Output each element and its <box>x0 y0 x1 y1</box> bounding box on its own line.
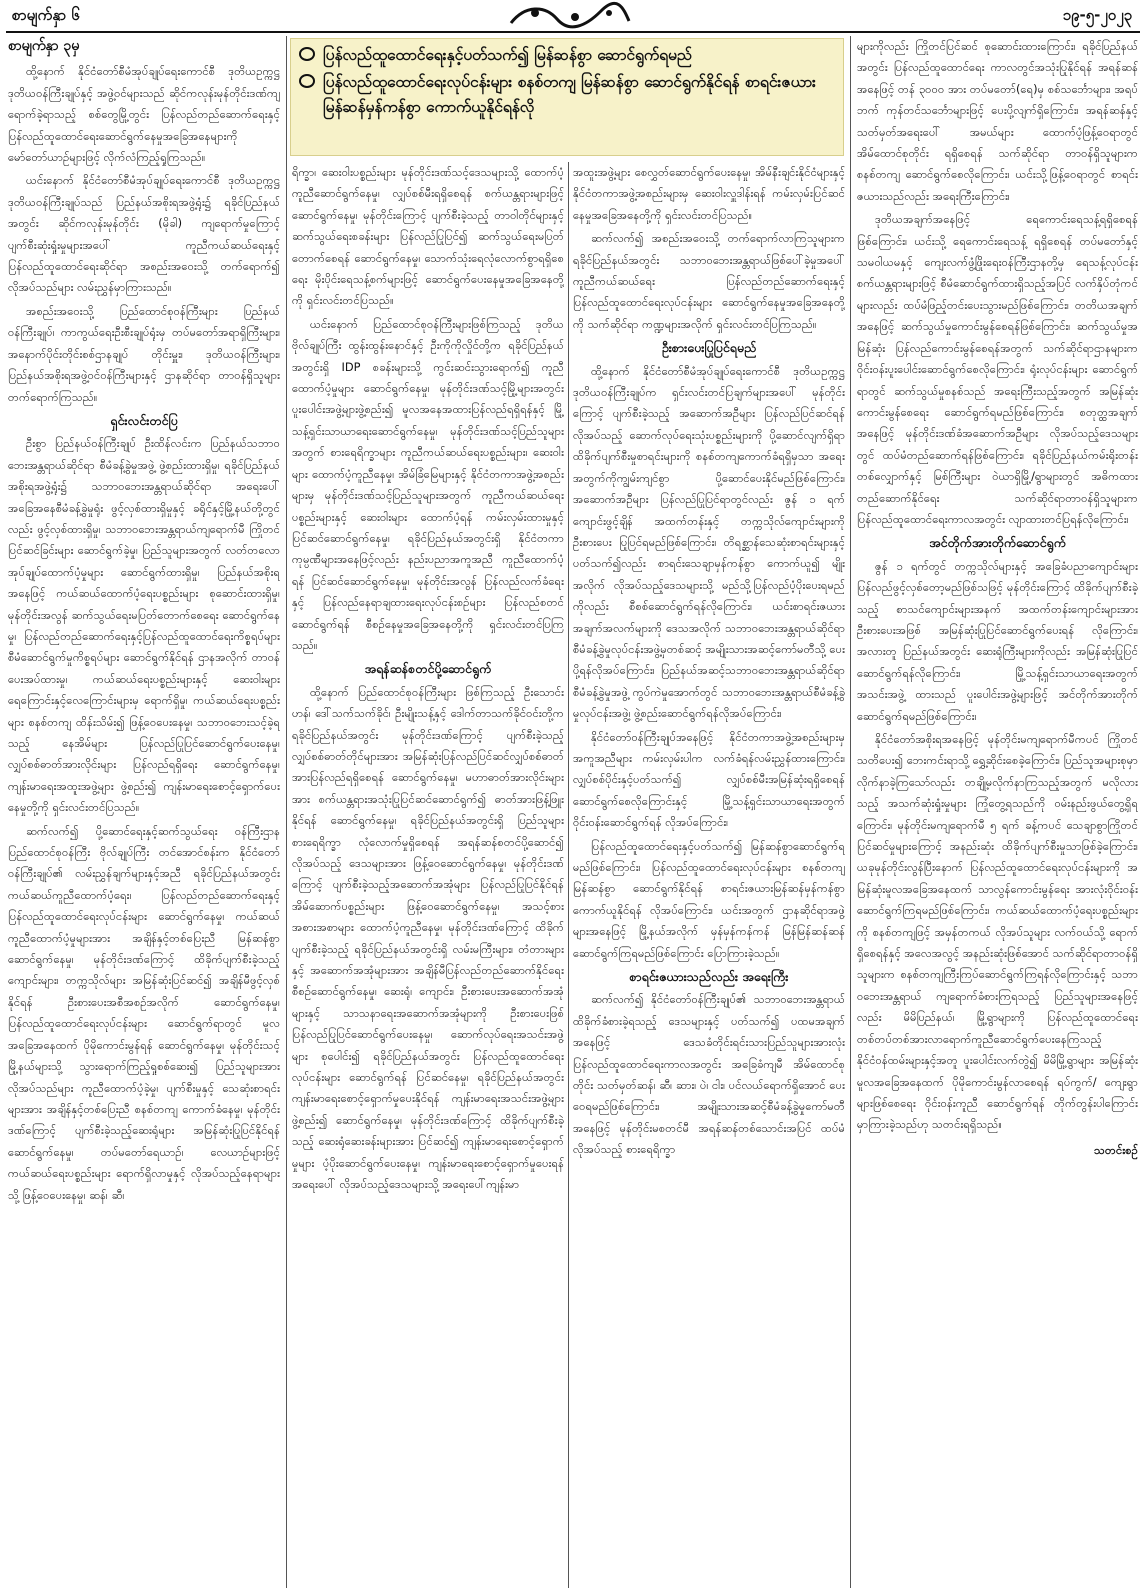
logo-graphic <box>505 1 635 29</box>
continued-from: စာမျက်နှာ ၃မှ <box>8 38 80 54</box>
column-2 <box>292 162 564 1586</box>
paragraph: ထို့နောက် နိုင်ငံတော်စီမံအုပ်ချုပ်ရေးကောင်စီ ဒုတိယဥက္ကဋ္ဌ ဒုတိယဝန်ကြီးချုပ်က ရှင်းလင်းတင်ပြချက်များအပေါ် မုန်တိုင်းကြောင့် ပျက်စီးခဲ့သည့် အဆောက်အဦများ ပြန်လည်ပြင်ဆင်ရန် လိုအပ်သည့် ဆောက်လုပ်ရေးသုံးပစ္စည်းများကို ပို့ဆောင်လျက်ရှိရာ ထိခိုက်ပျက်စီးမှုစာရင်းများကို စနစ်တကျကောက်ခံရရှိမှသာ အရေးအတွက်ကိုကျွမ်းကျင်စွာ ပို့ဆောင်ပေးနိုင်မည်ဖြစ်ကြောင်း၊ အဆောက်အဦများ ပြန်လည်ပြုပြင်ရာတွင်လည်း ဇွန် ၁ ရက် ကျောင်းဖွင့်ချိန် အထက်တန်းနှင့် တက္ကသိုလ်ကျောင်းများကို ဦးစားပေး ပြုပြင်ရမည်ဖြစ်ကြောင်း၊ တိရစ္ဆာန်သေဆုံးစာရင်းများနှင့်ပတ်သက်၍လည်း စာရင်းသေချာမှန်ကန်စွာ ကောက်ယူ၍ မျိုးအလိုက် လိုအပ်သည့်ဒေသများသို့ မည်သို့ပြန်လည်ပံ့ပိုးပေးရမည်ကိုလည်း စီစစ်ဆောင်ရွက်ရန်လိုကြောင်း၊ ယင်းစာရင်းဇယားအချက်အလက်များကို ဒေသအလိုက် သဘာဝဘေးအန္တရာယ်ဆိုင်ရာစီမံခန့်ခွဲမှုလုပ်ငန်းအဖွဲ့မှတစ်ဆင့် အမျိုးသားအဆင့်ကော်မတီသို့ ပေးပို့ရန်လိုအပ်ကြောင်း၊ ပြည်နယ်အဆင့်သဘာဝဘေးအန္တရာယ်ဆိုင်ရာ စီမံခန့်ခွဲမှုအဖွဲ့ ကွပ်ကဲမှုအောက်တွင် သဘာဝဘေးအန္တရာယ်စီမံခန့်ခွဲမှုလုပ်ငန်းအဖွဲ့၊ ဖွဲ့စည်းဆောင်ရွက်ရန်လိုအပ်ကြောင်း၊ <box>573 363 845 721</box>
paragraph: ဆက်လက်၍ အစည်းအဝေးသို့ တက်ရောက်လာကြသူများက ရခိုင်ပြည်နယ်အတွင်း သဘာဝဘေးအန္တရာယ်ဖြစ်ပေါ်ခဲ့မှုအပေါ် ကူညီကယ်ဆယ်ရေး ပြန်လည်တည်ဆောက်ရေးနှင့် ပြန်လည်ထူထောင်ရေးလုပ်ငန်းများ ဆောင်ရွက်နေမှုအခြေအနေတို့ကို သက်ဆိုင်ရာ ကဏ္ဍများအလိုက် ရှင်းလင်းတင်ပြကြသည်။ <box>573 231 845 331</box>
newspaper-logo <box>505 1 635 29</box>
column-divider <box>286 36 287 1588</box>
paragraph: နိုင်ငံတော်ဝန်ကြီးချုပ်အနေဖြင့် နိုင်ငံတကာအဖွဲ့အစည်းများမှ အကူအညီများ ကမ်းလှမ်းပါက လက်ခံရန်လမ်းညွှန်ထားကြောင်း၊ လျှပ်စစ်ပိုင်းနှင့်ပတ်သက်၍ လျှပ်စစ်မီးအမြန်ဆုံးရရှိစေရန် ဆောင်ရွက်စေလိုကြောင်းနှင့် မြို့သန့်ရှင်းသာယာရေးအတွက် ဝိုင်းဝန်းဆောင်ရွက်ရန် လိုအပ်ကြောင်း၊ <box>573 729 845 830</box>
subheading: အင်တိုက်အားတိုက်ဆောင်ရွက် <box>929 535 1066 551</box>
page-number: စာမျက်နှာ ၆ <box>12 6 80 24</box>
column-divider <box>850 36 851 1588</box>
paragraph: ပြန်လည်ထူထောင်ရေးနှင့်ပတ်သက်၍ မြန်ဆန်စွာဆောင်ရွက်ရမည်ဖြစ်ကြောင်း၊ ပြန်လည်ထူထောင်ရေးလုပ်ငန်းများ စနစ်တကျ မြန်ဆန်စွာ ဆောင်ရွက်နိုင်ရန် စာရင်းဇယားမြန်ဆန်မှန်ကန်စွာ ကောက်ယူနိုင်ရန် လိုအပ်ကြောင်း၊ ယင်းအတွက် ဌာနဆိုင်ရာအဖွဲ့များအနေဖြင့် မြို့နယ်အလိုက် မှန်မှန်ကန်ကန် မြန်မြန်ဆန်ဆန် ဆောင်ရွက်ကြရမည်ဖြစ်ကြောင်း ပြောကြားခဲ့သည်။ <box>573 838 845 960</box>
paragraph: ဦးစွာ ပြည်နယ်ဝန်ကြီးချုပ် ဦးထိန်လင်းက ပြည်နယ်သဘာဝဘေးအန္တရာယ်ဆိုင်ရာ စီမံခန့်ခွဲမှုအဖွဲ့ ဖွဲ့စည်းထားရှိမှု၊ ရခိုင်ပြည်နယ် အစိုးရအဖွဲ့ရုံး၌ သဘာဝဘေးအန္တရာယ်ဆိုင်ရာ အရေးပေါ်အခြေအနေစီမံခန့်ခွဲမှုရုံး ဖွင့်လှစ်ထားရှိမှုနှင့် ခရိုင်နှင့်မြို့နယ်တို့တွင်လည်း ဖွင့်လှစ်ထားရှိမှု၊ သဘာဝဘေးအန္တရာယ်ကျရောက်မီ ကြိုတင်ပြင်ဆင်ခြင်းများ ဆောင်ရွက်ခဲ့မှု၊ ပြည်သူများအတွက် လတ်တလောအုပ်ချုပ်ထောက်ပံ့မှုများ ဆောင်ရွက်ထားရှိမှု၊ ပြည်နယ်အစိုးရအနေဖြင့် ကယ်ဆယ်ထောက်ပံ့ရေးပစ္စည်းများ စုဆောင်းထားရှိမှု၊ မုန်တိုင်းအလွန် ဆက်သွယ်ရေးမပြတ်တောက်စေရေး ဆောင်ရွက်နေမှု၊ ပြန်လည်တည်ဆောက်ရေးနှင့်ပြန်လည်ထူထောင်ရေးကိစ္စရပ်များ စီမံဆောင်ရွက်မှုကိစ္စရပ်များ ဆောင်ရွက်နိုင်ရန် ဌာနအလိုက် တာဝန်ပေးအပ်ထားမှု၊ ကယ်ဆယ်ရေးပစ္စည်းများနှင့် ဆေးဝါးများ ရေကြောင်းနှင့်လေကြောင်းများမှ ရောက်ရှိမှု၊ ကယ်ဆယ်ရေးပစ္စည်းများ စနစ်တကျ ထိန်းသိမ်း၍ ဖြန့်ဝေပေးနေမှု၊ သဘာဝဘေးသင့်ခဲ့ရသည့် နေအိမ်များ ပြန်လည်ပြုပြင်ဆောင်ရွက်ပေးနေမှု၊ လျှပ်စစ်ဓာတ်အားလိုင်းများ ပြန်လည်ရရှိရေး ဆောင်ရွက်နေမှု၊ ကျန်းမာရေးအထူးအဖွဲ့များ ဖွဲ့စည်း၍ ကျန်းမာရေးစောင့်ရှောက်ပေးနေမှုတို့ကို ရှင်းလင်းတင်ပြသည်။ <box>8 436 280 815</box>
paragraph: အစည်းအဝေးသို့ ပြည်ထောင်စုဝန်ကြီးများ ပြည်နယ်ဝန်ကြီးချုပ်၊ ကာကွယ်ရေးဦးစီးချုပ်ရုံးမှ တပ်မတော်အရာရှိကြီးများ၊ အနောက်ပိုင်းတိုင်းစစ်ဌာနချုပ် တိုင်းမှူး၊ ဒုတိယဝန်ကြီးများ၊ ပြည်နယ်အစိုးရအဖွဲ့ဝင်ဝန်ကြီးများနှင့် ဌာနဆိုင်ရာ တာဝန်ရှိသူများ တက်ရောက်ကြသည်။ <box>8 303 280 404</box>
subheading: စာရင်းဇယားသည်လည်း အရေးကြီး <box>629 969 789 985</box>
paragraph: ဆက်လက်၍ နိုင်ငံတော်ဝန်ကြီးချုပ်၏ သဘာဝဘေးအန္တရာယ်ထိခိုက်ခံစားခဲ့ရသည့် ဒေသများနှင့် ပတ်သက်၍ ပထမအချက်အနေဖြင့် ဒေသခံတိုင်းရင်းသားပြည်သူများအားလုံး ပြန်လည်ထူထောင်ရေးကာလအတွင်း အခြေခံကျမီ အိမ်ထောင်စုတိုင်း သတ်မှတ်ဆန်၊ ဆီ၊ ဆား၊ ပဲ၊ ငါး၊ ပင်လယ်ရောက်ရှိအောင် ပေးဝေရမည်ဖြစ်ကြောင်း၊ အမျိုးသားအဆင့်စီမံခန့်ခွဲမှုကော်မတီအနေဖြင့် မုန်တိုင်းမစတင်မီ အရန်ဆန်တစ်သောင်းအပြင် ထပ်မံလိုအပ်သည့် စားရေရိက္ခာ <box>573 992 845 1157</box>
paragraph: ယင်းနောက် ပြည်ထောင်စုဝန်ကြီးများဖြစ်ကြသည့် ဒုတိယဗိုလ်ချုပ်ကြီး ထွန်းထွန်းနောင်နှင့် ဦးကိုကိုလှိုင်တို့က ရခိုင်ပြည်နယ်အတွင်းရှိ IDP စခန်းများသို့ ကွင်းဆင်းသွားရောက်၍ ကူညီထောက်ပံ့မှုများ ဆောင်ရွက်နေမှု၊ မုန်တိုင်းဒဏ်သင့်မြို့များအတွင်း ပူးပေါင်းအဖွဲ့များဖွဲ့စည်း၍ မူလအနေအထားပြန်လည်ရရှိရန်နှင့် မြို့သန့်ရှင်းသာယာရေးဆောင်ရွက်နေမှု၊ မုန်တိုင်းဒဏ်သင့်ပြည်သူများအတွက် စားရေရိက္ခာများ ကူညီကယ်ဆယ်ရေးပစ္စည်းများ၊ ဆေးဝါးများ ထောက်ပံ့ကူညီနေမှု၊ အိမ်ခြံမြေများနှင့် နိုင်ငံတကာအဖွဲ့အစည်းများမှ မုန်တိုင်းဒဏ်သင့်ပြည်သူများအတွက် ကူညီကယ်ဆယ်ရေးပစ္စည်းများနှင့် ဆေးဝါးများ ထောက်ပံ့ရန် ကမ်းလှမ်းထားမှုနှင့် ပြင်ဆင်ဆောင်ရွက်နေမှု၊ ရခိုင်ပြည်နယ်အတွင်းရှိ နိုင်ငံတကာကုမ္ပဏီများအနေဖြင့်လည်း နည်းပညာအကူအညီ ကူညီထောက်ပံ့ရန် ပြင်ဆင်ဆောင်ရွက်နေမှု၊ မုန်တိုင်းအလွန် ပြန်လည်လက်ခံရေးနှင့် ပြန်လည်နေရာချထားရေးလုပ်ငန်းစဉ်များ ပြန်လည်စတင်ဆောင်ရွက်ရန် စီစဉ်နေမှုအခြေအနေတို့ကို ရှင်းလင်းတင်ပြကြသည်။ <box>292 316 564 652</box>
page-header <box>0 0 1146 30</box>
headline-2 <box>299 70 835 120</box>
column-1 <box>8 36 280 1586</box>
byline: သတင်းစဉ် <box>1093 1142 1138 1157</box>
column-3 <box>573 162 845 1586</box>
issue-date: ၁၉-၅-၂၀၂၃ <box>1062 6 1132 24</box>
bullet-circle-icon <box>299 47 315 61</box>
paragraph: ထို့နောက် ပြည်ထောင်စုဝန်ကြီးများ ဖြစ်ကြသည့် ဦးသောင်းဟန်၊ ဒေါ်သက်သက်ခိုင်၊ ဦးမျိုးသန့်နှင့် ဒေါက်တာသက်ခိုင်ဝင်းတို့က ရခိုင်ပြည်နယ်အတွင်း မုန်တိုင်းဒဏ်ကြောင့် ပျက်စီးခဲ့သည့် လျှပ်စစ်ဓာတ်တိုင်များအား အမြန်ဆုံးပြန်လည်ပြင်ဆင်လျှပ်စစ်ဓာတ်အားပြန်လည်ရရှိစေရန် ဆောင်ရွက်နေမှု၊ မဟာဓာတ်အားလိုင်းများအား စက်ယန္တရားအသုံးပြုပြင်ဆင်ဆောင်ရွက်၍ ဓာတ်အားဖြန့်ဖြူးနိုင်ရန် ဆောင်ရွက်နေမှု၊ ရခိုင်ပြည်နယ်အတွင်းရှိ ပြည်သူများ စားရေရိက္ခာ လုံလောက်မှုရှိစေရန် အရန်ဆန်စတင်ပို့ဆောင်၍ လိုအပ်သည့် ဒေသများအား ဖြန့်ဝေဆောင်ရွက်နေမှု၊ မုန်တိုင်းဒဏ်ကြောင့် ပျက်စီးခဲ့သည့်အဆောက်အအုံများ ပြန်လည်ပြုပြင်နိုင်ရန် အိမ်ဆောက်ပစ္စည်းများ ဖြန့်ဝေဆောင်ရွက်နေမှု၊ အသင့်စားအစားအစာများ ထောက်ပံ့ကူညီနေမှု၊ မုန်တိုင်းဒဏ်ကြောင့် ထိခိုက်ပျက်စီးခဲ့သည့် ရခိုင်ပြည်နယ်အတွင်းရှိ လမ်းမကြီးများ၊ တံတားများနှင့် အဆောက်အအုံများအား အချိန်မီပြန်လည်တည်ဆောက်နိုင်ရေး စီစဉ်ဆောင်ရွက်နေမှု၊ ဆေးရုံ၊ ကျောင်း၊ ဦးစားပေးအဆောက်အအုံများနှင့် သာသနာရေးအဆောက်အအုံများကို ဦးစားပေးဖြစ် ပြန်လည်ပြုပြင်ဆောင်ရွက်ပေးနေမှု၊ ဆောက်လုပ်ရေးအသင်းအဖွဲ့များ စုပေါင်း၍ ရခိုင်ပြည်နယ်အတွင်း ပြန်လည်ထူထောင်ရေးလုပ်ငန်းများ ဆောင်ရွက်ရန် ပြင်ဆင်နေမှု၊ ရခိုင်ပြည်နယ်အတွင်း ကျန်းမာရေးစောင့်ရှောက်မှုပေးနိုင်ရန် ကျန်းမာရေးအသင်းအဖွဲ့များ ဖွဲ့စည်း၍ ဆောင်ရွက်နေမှု၊ မုန်တိုင်းဒဏ်ကြောင့် ထိခိုက်ပျက်စီးခဲ့သည့် ဆေးရုံဆေးခန်းများအား ပြင်ဆင်၍ ကျန်းမာရေးစောင့်ရှောက်မှုများ ပံ့ပိုးဆောင်ရွက်ပေးနေမှု၊ ကျန်းမာရေးစောင့်ရှောက်မှုပေးရန် အရေးပေါ် လိုအပ်သည့်ဒေသများသို့ အရေးပေါ်ကျန်းမာ <box>292 684 564 1192</box>
bullet-circle-icon <box>299 74 315 88</box>
paragraph: အထူးအဖွဲ့များ စေလွှတ်ဆောင်ရွက်ပေးနေမှု၊ အိမ်နီးချင်းနိုင်ငံများနှင့် နိုင်ငံတကာအဖွဲ့အစည်းများမှ ဆေးဝါးလှူဒါန်းရန် ကမ်းလှမ်းပြင်ဆင်နေမှုအခြေအနေတို့ကို ရှင်းလင်းတင်ပြသည်။ <box>573 165 845 222</box>
headline-text: ပြန်လည်ထူထောင်ရေးလုပ်ငန်းများ စနစ်တကျ မြန်ဆန်စွာ ဆောင်ရွက်နိုင်ရန် စာရင်းဇယား မြန်ဆန်မှန်ကန်စွာ ကောက်ယူနိုင်ရန်လို <box>323 73 816 116</box>
paragraph: နိုင်ငံတော်အစိုးရအနေဖြင့် မုန်တိုင်းမကျရောက်မီကပင် ကြိုတင်သတိပေး၍ ဘေးကင်းရာသို့ ရွှေ့ဆိုင်းစေခဲ့ကြောင်း၊ ပြည်သူအများစုမှာ လိုက်နာခဲ့ကြသော်လည်း တချို့မလိုက်နာကြသည့်အတွက် မလိုလားသည့် အသက်ဆုံးရှုံးမှုများ ကြုံတွေ့ရသည်ကို ဝမ်းနည်းဖွယ်တွေ့ရှိရကြောင်း၊ မုန်တိုင်းမကျရောက်မီ ၅ ရက် ခန့်ကပင် သေချာစွာကြိုတင်ပြင်ဆင်မှုများကြောင့် အနည်းဆုံး ထိခိုက်ပျက်စီးမှုသာဖြစ်ခဲ့ကြောင်း၊ ယခုမုန်တိုင်းလွန်ပြီးနောက် ပြန်လည်ထူထောင်ရေးလုပ်ငန်းများကို အမြန်ဆုံးမူလအခြေအနေထက် သာလွန်ကောင်းမွန်ရေး အားလုံးဝိုင်းဝန်းဆောင်ရွက်ကြရမည်ဖြစ်ကြောင်း၊ ကယ်ဆယ်ထောက်ပံ့ရေးပစ္စည်းများကို စနစ်တကျဖြင့် အမှန်တကယ် လိုအပ်သူများ လက်ဝယ်သို့ ရောက်ရှိစေရန်နှင့် အလေအလွင့် အနည်းဆုံးဖြစ်အောင် သက်ဆိုင်ရာတာဝန်ရှိသူများက စနစ်တကျကြီးကြပ်ဆောင်ရွက်ကြရန်လိုကြောင်းနှင့် သဘာဝဘေးအန္တရာယ် ကျရောက်ခံစားကြရသည့် ပြည်သူများအနေဖြင့်လည်း မိမိပြည်နယ်၊ မြို့ရွာများကို ပြန်လည်ထူထောင်ရေး တစ်တပ်တစ်အားလာရောက်ကူညီဆောင်ရွက်ပေးနေကြသည့် နိုင်ငံဝန်ထမ်းများနှင့်အတူ ပူးပေါင်းလက်တွဲ၍ မိမိမြို့ရွာများ အမြန်ဆုံး မူလအခြေအနေထက် ပိုမိုကောင်းမွန်လာစေရန် ရပ်ကွက်/ ကျေးရွာများဖြစ်စေရေး ဝိုင်းဝန်းကူညီ ဆောင်ရွက်ရန် တိုက်တွန်းပါကြောင်း မှာကြားခဲ့သည်ဟု သတင်းရရှိသည်။ <box>857 732 1138 1132</box>
subheading: အရန်ဆန်စတင်ပို့ဆောင်ရွက် <box>364 661 492 677</box>
headline-box <box>290 38 844 156</box>
paragraph: များကိုလည်း ကြိုတင်ပြင်ဆင် စုဆောင်းထားကြောင်း၊ ရခိုင်ပြည်နယ်အတွင်း ပြန်လည်ထူထောင်ရေး ကာလတွင်အသုံးပြုနိုင်ရန် အရန်ဆန်အနေဖြင့် တန် ၃၀၀၀ အား တပ်မတော်(ရေ)မှ စစ်သင်္ဘောများ၊ အရပ်ဘက် ကုန်တင်သင်္ဘောများဖြင့် ပေးပို့လျက်ရှိကြောင်း၊ အရန်ဆန်နှင့် သတ်မှတ်အရေးပေါ် အမယ်များ ထောက်ပံ့ဖြန့်ဝေရာတွင် အိမ်ထောင်စုတိုင်း ရရှိစေရန် သက်ဆိုင်ရာ တာဝန်ရှိသူများက စနစ်တကျ ဆောင်ရွက်စေလိုကြောင်း၊ ယင်းသို့ဖြန့်ဝေရာတွင် စာရင်းဇယားသည်လည်း အရေးကြီးကြောင်း၊ <box>857 39 1138 203</box>
headline-1 <box>299 43 835 68</box>
paragraph: ထို့နောက် နိုင်ငံတော်စီမံအုပ်ချုပ်ရေးကောင်စီ ဒုတိယဥက္ကဋ္ဌ ဒုတိယဝန်ကြီးချုပ်နှင့် အဖွဲ့ဝင်များသည် ဆိုင်ကလုန်းမုန်တိုင်းဒဏ်ကျရောက်ခဲ့ရာသည့် စစ်တွေမြို့တွင်း ပြန်လည်တည်ဆောက်ရေးနှင့် ပြန်လည်ထူထောင်ရေးဆောင်ရွက်နေမှုအခြေအနေများကို မော်တော်ယာဉ်များဖြင့် လိုက်လံကြည့်ရှုကြသည်။ <box>8 64 280 165</box>
paragraph: ဒုတိယအချက်အနေဖြင့် ရေကောင်းရေသန့်ရရှိစေရန် ဖြစ်ကြောင်း၊ ယင်းသို့ ရေကောင်းရေသန့် ရရှိစေရန် တပ်မတော်နှင့် သမဝါယမနှင့် ကျေးလက်ဖွံ့ဖြိုးရေးဝန်ကြီးဌာနတို့မှ ရေသန့်လုပ်ငန်းစက်ယန္တရားများဖြင့် စီမံဆောင်ရွက်ထားရှိသည့်အပြင် လက်နှိပ်တုံကင်များလည်း ထပ်မံဖြည့်တင်းပေးသွားမည်ဖြစ်ကြောင်း၊ တတိယအချက်အနေဖြင့် ဆက်သွယ်မှုကောင်းမွန်စေရန်ဖြစ်ကြောင်း၊ ဆက်သွယ်မှုအမြန်ဆုံး ပြန်လည်ကောင်းမွန်စေရန်အတွက် သက်ဆိုင်ရာဌာနများက ဝိုင်းဝန်းပူးပေါင်းဆောင်ရွက်စေလိုကြောင်း၊ ရုံးလုပ်ငန်းများ ဆောင်ရွက်ရာတွင် ဆက်သွယ်မှုစနစ်သည် အရေးကြီးသည့်အတွက် အမြန်ဆုံးကောင်းမွန်စေရေး ဆောင်ရွက်ရမည်ဖြစ်ကြောင်း၊ စတုတ္ထအချက်အနေဖြင့် မုန်တိုင်းဒဏ်ခံအဆောက်အဦများ လိုအပ်သည့်ဒေသများတွင် ထပ်မံတည်ဆောက်ရန်ဖြစ်ကြောင်း၊ ရခိုင်ပြည်နယ်ကမ်းရိုးတန်းတစ်လျှောက်နှင့် မြစ်ကြီးများ ဝဲယာရှိမြို့/ရွာများတွင် အဓိကထားတည်ဆောက်နိုင်ရေး သက်ဆိုင်ရာတာဝန်ရှိသူများက ပြန်လည်ထူထောင်ရေးကာလအတွင်း လျာထားတင်ပြရန်လိုကြောင်း၊ <box>857 212 1138 526</box>
subheading: ဦးစားပေးပြုပြင်ရမည် <box>661 340 757 356</box>
column-4 <box>857 36 1138 1586</box>
headline-text: ပြန်လည်ထူထောင်ရေးနှင့်ပတ်သက်၍ မြန်ဆန်စွာ ဆောင်ရွက်ရမည် <box>323 46 692 64</box>
paragraph: ဇွန် ၁ ရက်တွင် တက္ကသိုလ်များနှင့် အခြေခံပညာကျောင်းများ ပြန်လည်ဖွင့်လှစ်တော့မည်ဖြစ်သဖြင့် မုန်တိုင်းကြောင့် ထိခိုက်ပျက်စီးခဲ့သည့် စာသင်ကျောင်းများအနက် အထက်တန်းကျောင်းများအား ဦးစားပေးအဖြစ် အမြန်ဆုံးပြုပြင်ဆောင်ရွက်ပေးရန် လိုကြောင်း၊ အလားတူ ပြည်နယ်အတွင်း ဆေးရုံကြီးများကိုလည်း အမြန်ဆုံးပြုပြင်ဆောင်ရွက်ရန်လိုကြောင်း၊ မြို့သန့်ရှင်းသာယာရေးအတွက် အသင်းအဖွဲ့ ထားသည် ပူးပေါင်းအဖွဲ့များဖြင့် အင်တိုက်အားတိုက် ဆောင်ရွက်ရမည်ဖြစ်ကြောင်း၊ <box>857 558 1138 723</box>
paragraph: ဆက်လက်၍ ပို့ဆောင်ရေးနှင့်ဆက်သွယ်ရေး ဝန်ကြီးဌာန ပြည်ထောင်စုဝန်ကြီး ဗိုလ်ချုပ်ကြီး တင်အောင်စန်းက နိုင်ငံတော်ဝန်ကြီးချုပ်၏ လမ်းညွှန်ချက်များနှင့်အညီ ရခိုင်ပြည်နယ်အတွင်း ကယ်ဆယ်ကူညီထောက်ပံ့ရေး၊ ပြန်လည်တည်ဆောက်ရေးနှင့် ပြန်လည်ထူထောင်ရေးလုပ်ငန်းများ ဆောင်ရွက်နေမှု၊ ကယ်ဆယ်ကူညီထောက်ပံ့မှုများအား အချိန်နှင့်တစ်ပြေးညီ မြန်ဆန်စွာဆောင်ရွက်နေမှု၊ မုန်တိုင်းဒဏ်ကြောင့် ထိခိုက်ပျက်စီးခဲ့သည့် ကျောင်းများ၊ တက္ကသိုလ်များ အမြန်ဆုံးပြင်ဆင်၍ အချိန်မီဖွင့်လှစ်နိုင်ရန် ဦးစားပေးအစီအစဉ်အလိုက် ဆောင်ရွက်နေမှု၊ ပြန်လည်ထူထောင်ရေးလုပ်ငန်းများ ဆောင်ရွက်ရာတွင် မူလအခြေအနေထက် ပိုမိုကောင်းမွန်ရန် ဆောင်ရွက်နေမှု၊ မုန်တိုင်းသင့်မြို့နယ်များသို့ သွားရောက်ကြည့်ရှုစစ်ဆေး၍ ပြည်သူများအား လိုအပ်သည်များ ကူညီထောက်ပံ့ခဲ့မှု၊ ပျက်စီးမှုနှင့် သေဆုံးစာရင်းများအား အချိန်နှင့်တစ်ပြေးညီ စနစ်တကျ ကောက်ခံနေမှု၊ မုန်တိုင်းဒဏ်ကြောင့် ပျက်စီးခဲ့သည့်ဆေးရုံများ အမြန်ဆုံးပြုပြင်နိုင်ရန် ဆောင်ရွက်နေမှု၊ တပ်မတော်ရေယာဉ်၊ လေယာဉ်များဖြင့် ကယ်ဆယ်ရေးပစ္စည်းများ ရောက်ရှိလာမှုနှင့် လိုအပ်သည့်နေရာများသို့ ဖြန့်ဝေပေးနေမှု၊ ဆန်၊ ဆီ၊ <box>8 823 280 1202</box>
header-rule <box>6 31 1140 33</box>
subheading: ရှင်းလင်းတင်ပြ <box>110 412 178 428</box>
column-divider <box>568 162 569 1588</box>
paragraph: ယင်းနောက် နိုင်ငံတော်စီမံအုပ်ချုပ်ရေးကောင်စီ ဒုတိယဥက္ကဋ္ဌ ဒုတိယဝန်ကြီးချုပ်သည် ပြည်နယ်အစိုးရအဖွဲ့ရုံး၌ ရခိုင်ပြည်နယ်အတွင်း ဆိုင်ကလုန်းမုန်တိုင်း (မိုခါ) ကျရောက်မှုကြောင့် ပျက်စီးဆုံးရှုံးမှုများအပေါ် ကူညီကယ်ဆယ်ရေးနှင့် ပြန်လည်ထူထောင်ရေးဆိုင်ရာ အစည်းအဝေးသို့ တက်ရောက်၍ လိုအပ်သည်များ လမ်းညွှန်မှာကြားသည်။ <box>8 173 280 295</box>
paragraph: ရိက္ခာ၊ ဆေးဝါးပစ္စည်းများ မုန်တိုင်းဒဏ်သင့်ဒေသများသို့ ထောက်ပံ့ကူညီဆောင်ရွက်နေမှု၊ လျှပ်စစ်မီးရရှိစေရန် စက်ယန္တရားများဖြင့် ဆောင်ရွက်နေမှု၊ မုန်တိုင်းကြောင့် ပျက်စီးခဲ့သည့် တာဝါတိုင်များနှင့် ဆက်သွယ်ရေးစခန်းများ ပြန်လည်ပြုပြင်၍ ဆက်သွယ်ရေးမပြတ်တောက်စေရန် ဆောင်ရွက်နေမှု၊ သောက်သုံးရေလုံလောက်စွာရရှိစေရေး မိုးပိုင်းရေသန့်စက်များဖြင့် ဆောင်ရွက်ပေးနေမှုအခြေအနေတို့ကို ရှင်းလင်းတင်ပြသည်။ <box>292 165 564 308</box>
